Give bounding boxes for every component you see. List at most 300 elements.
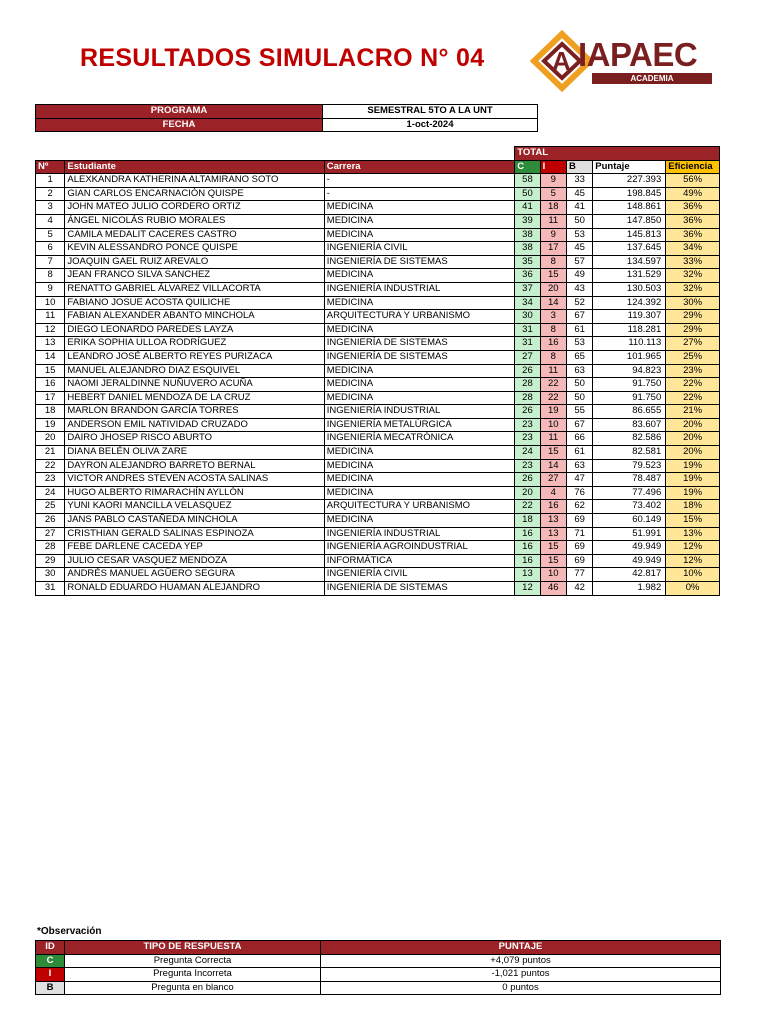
row-career: MEDICINA bbox=[324, 459, 515, 473]
row-number: 28 bbox=[36, 541, 65, 555]
table-row bbox=[36, 418, 720, 432]
row-score: 73.402 bbox=[593, 500, 666, 514]
row-incorrect: 8 bbox=[540, 350, 566, 364]
row-number: 22 bbox=[36, 459, 65, 473]
row-number: 4 bbox=[36, 214, 65, 228]
row-career: MEDICINA bbox=[324, 228, 515, 242]
row-incorrect: 3 bbox=[540, 310, 566, 324]
row-correct: 38 bbox=[515, 242, 540, 256]
row-efficiency: 29% bbox=[666, 323, 720, 337]
row-score: 131.529 bbox=[593, 269, 666, 283]
row-correct: 16 bbox=[515, 541, 540, 555]
row-incorrect: 17 bbox=[540, 242, 566, 256]
row-career: MEDICINA bbox=[324, 201, 515, 215]
row-blank: 33 bbox=[566, 174, 592, 188]
row-career: INGENIERÍA CIVIL bbox=[324, 568, 515, 582]
row-correct: 23 bbox=[515, 459, 540, 473]
row-career: INGENIERÍA MECATRÓNICA bbox=[324, 432, 515, 446]
row-student: YUNI KAORI MANCILLA VELASQUEZ bbox=[65, 500, 324, 514]
legend-col-points: PUNTAJE bbox=[321, 941, 721, 955]
row-student: CAMILA MEDALIT CACERES CASTRO bbox=[65, 228, 324, 242]
row-efficiency: 29% bbox=[666, 310, 720, 324]
row-student: ANDRÉS MANUEL AGÜERO SEGURA bbox=[65, 568, 324, 582]
row-student: KEVIN ALESSANDRO PONCE QUISPE bbox=[65, 242, 324, 256]
legend-type: Pregunta Incorreta bbox=[65, 968, 321, 982]
row-efficiency: 36% bbox=[666, 228, 720, 242]
row-incorrect: 13 bbox=[540, 514, 566, 528]
row-blank: 62 bbox=[566, 500, 592, 514]
row-blank: 66 bbox=[566, 432, 592, 446]
table-row bbox=[36, 405, 720, 419]
row-incorrect: 8 bbox=[540, 255, 566, 269]
row-efficiency: 25% bbox=[666, 350, 720, 364]
row-correct: 28 bbox=[515, 391, 540, 405]
table-row bbox=[36, 214, 720, 228]
col-efficiency: Eficiencia bbox=[666, 160, 720, 174]
row-career: MEDICINA bbox=[324, 514, 515, 528]
col-score: Puntaje bbox=[593, 160, 666, 174]
col-blank: B bbox=[566, 160, 592, 174]
row-number: 24 bbox=[36, 486, 65, 500]
row-correct: 37 bbox=[515, 282, 540, 296]
row-incorrect: 20 bbox=[540, 282, 566, 296]
table-row bbox=[36, 201, 720, 215]
row-career: INGENIERÍA AGROINDUSTRIAL bbox=[324, 541, 515, 555]
table-row bbox=[36, 473, 720, 487]
row-student: LEANDRO JOSÉ ALBERTO REYES PURIZACA bbox=[65, 350, 324, 364]
info-table bbox=[35, 104, 538, 132]
row-efficiency: 10% bbox=[666, 568, 720, 582]
table-row bbox=[36, 228, 720, 242]
row-number: 10 bbox=[36, 296, 65, 310]
row-correct: 26 bbox=[515, 473, 540, 487]
table-row bbox=[36, 554, 720, 568]
row-career: ARQUITECTURA Y URBANISMO bbox=[324, 310, 515, 324]
table-row bbox=[36, 323, 720, 337]
row-incorrect: 19 bbox=[540, 405, 566, 419]
row-incorrect: 14 bbox=[540, 296, 566, 310]
row-incorrect: 13 bbox=[540, 527, 566, 541]
row-number: 29 bbox=[36, 554, 65, 568]
row-career: MEDICINA bbox=[324, 486, 515, 500]
row-blank: 67 bbox=[566, 310, 592, 324]
row-career: INGENIERÍA DE SISTEMAS bbox=[324, 350, 515, 364]
legend-type: Pregunta en blanco bbox=[65, 981, 321, 995]
row-blank: 76 bbox=[566, 486, 592, 500]
row-number: 21 bbox=[36, 446, 65, 460]
legend-id: B bbox=[36, 981, 65, 995]
row-blank: 53 bbox=[566, 228, 592, 242]
row-correct: 41 bbox=[515, 201, 540, 215]
row-score: 86.655 bbox=[593, 405, 666, 419]
row-student: FABIANO JOSUE ACOSTA QUILICHE bbox=[65, 296, 324, 310]
row-correct: 31 bbox=[515, 337, 540, 351]
row-number: 2 bbox=[36, 187, 65, 201]
row-student: ÁNGEL NICOLÁS RUBIO MORALES bbox=[65, 214, 324, 228]
row-student: CRISTHIAN GERALD SALINAS ESPINOZA bbox=[65, 527, 324, 541]
row-score: 148.861 bbox=[593, 201, 666, 215]
row-efficiency: 20% bbox=[666, 418, 720, 432]
row-number: 5 bbox=[36, 228, 65, 242]
row-score: 145.813 bbox=[593, 228, 666, 242]
row-score: 82.586 bbox=[593, 432, 666, 446]
row-number: 9 bbox=[36, 282, 65, 296]
row-blank: 47 bbox=[566, 473, 592, 487]
iapaec-logo bbox=[530, 30, 720, 92]
row-score: 101.965 bbox=[593, 350, 666, 364]
row-efficiency: 36% bbox=[666, 214, 720, 228]
row-career: MEDICINA bbox=[324, 214, 515, 228]
row-career: INGENIERÍA INDUSTRIAL bbox=[324, 282, 515, 296]
row-career: MEDICINA bbox=[324, 446, 515, 460]
row-career: MEDICINA bbox=[324, 391, 515, 405]
table-row bbox=[36, 350, 720, 364]
row-student: GIAN CARLOS ENCARNACIÓN QUISPE bbox=[65, 187, 324, 201]
row-efficiency: 20% bbox=[666, 446, 720, 460]
row-correct: 34 bbox=[515, 296, 540, 310]
row-correct: 20 bbox=[515, 486, 540, 500]
table-row bbox=[36, 378, 720, 392]
svg-text:A: A bbox=[552, 46, 571, 76]
row-efficiency: 20% bbox=[666, 432, 720, 446]
row-incorrect: 11 bbox=[540, 364, 566, 378]
row-efficiency: 19% bbox=[666, 473, 720, 487]
legend-points: +4,079 puntos bbox=[321, 954, 721, 968]
row-career: MEDICINA bbox=[324, 364, 515, 378]
table-row bbox=[36, 255, 720, 269]
row-blank: 49 bbox=[566, 269, 592, 283]
row-efficiency: 32% bbox=[666, 282, 720, 296]
legend-id: I bbox=[36, 968, 65, 982]
row-student: ANDERSON EMIL NATIVIDAD CRUZADO bbox=[65, 418, 324, 432]
row-score: 51.991 bbox=[593, 527, 666, 541]
row-incorrect: 18 bbox=[540, 201, 566, 215]
row-career: MEDICINA bbox=[324, 296, 515, 310]
legend-rows bbox=[36, 954, 721, 995]
row-score: 82.581 bbox=[593, 446, 666, 460]
row-student: DAIRO JHOSEP RISCO ABURTO bbox=[65, 432, 324, 446]
row-efficiency: 12% bbox=[666, 541, 720, 555]
row-career: INGENIERÍA DE SISTEMAS bbox=[324, 255, 515, 269]
row-score: 83.607 bbox=[593, 418, 666, 432]
row-score: 42.817 bbox=[593, 568, 666, 582]
row-number: 27 bbox=[36, 527, 65, 541]
table-row bbox=[36, 282, 720, 296]
row-blank: 63 bbox=[566, 364, 592, 378]
row-correct: 18 bbox=[515, 514, 540, 528]
row-student: JOHN MATEO JULIO CORDERO ORTIZ bbox=[65, 201, 324, 215]
table-row bbox=[36, 174, 720, 188]
col-student: Estudiante bbox=[65, 160, 324, 174]
row-correct: 22 bbox=[515, 500, 540, 514]
table-row bbox=[36, 432, 720, 446]
row-efficiency: 36% bbox=[666, 201, 720, 215]
table-row bbox=[36, 364, 720, 378]
row-efficiency: 19% bbox=[666, 486, 720, 500]
row-blank: 67 bbox=[566, 418, 592, 432]
row-career: MEDICINA bbox=[324, 323, 515, 337]
table-row bbox=[36, 446, 720, 460]
row-number: 19 bbox=[36, 418, 65, 432]
table-row bbox=[36, 391, 720, 405]
row-number: 30 bbox=[36, 568, 65, 582]
row-number: 11 bbox=[36, 310, 65, 324]
row-blank: 45 bbox=[566, 242, 592, 256]
row-correct: 28 bbox=[515, 378, 540, 392]
row-blank: 71 bbox=[566, 527, 592, 541]
col-incorrect: I bbox=[540, 160, 566, 174]
row-efficiency: 32% bbox=[666, 269, 720, 283]
row-incorrect: 11 bbox=[540, 432, 566, 446]
row-career: INFORMÁTICA bbox=[324, 554, 515, 568]
fecha-label: FECHA bbox=[36, 118, 323, 132]
row-score: 79.523 bbox=[593, 459, 666, 473]
row-efficiency: 15% bbox=[666, 514, 720, 528]
row-blank: 61 bbox=[566, 323, 592, 337]
row-student: VICTOR ANDRES STEVEN ACOSTA SALINAS bbox=[65, 473, 324, 487]
row-incorrect: 15 bbox=[540, 554, 566, 568]
row-number: 25 bbox=[36, 500, 65, 514]
row-student: ALEXKANDRA KATHERINA ALTAMIRANO SOTO bbox=[65, 174, 324, 188]
row-efficiency: 30% bbox=[666, 296, 720, 310]
legend-table bbox=[35, 940, 721, 995]
legend-row bbox=[36, 954, 721, 968]
table-row bbox=[36, 269, 720, 283]
page-title: RESULTADOS SIMULACRO N° 04 bbox=[80, 44, 485, 72]
row-student: NAOMI JERALDINNE NUÑUVERO ACUÑA bbox=[65, 378, 324, 392]
row-number: 14 bbox=[36, 350, 65, 364]
row-incorrect: 16 bbox=[540, 337, 566, 351]
row-correct: 31 bbox=[515, 323, 540, 337]
legend-row bbox=[36, 968, 721, 982]
results-table bbox=[35, 146, 720, 596]
row-number: 20 bbox=[36, 432, 65, 446]
row-student: JANS PABLO CASTAÑEDA MINCHOLA bbox=[65, 514, 324, 528]
row-blank: 50 bbox=[566, 214, 592, 228]
row-blank: 57 bbox=[566, 255, 592, 269]
row-blank: 69 bbox=[566, 514, 592, 528]
table-row bbox=[36, 337, 720, 351]
row-career: INGENIERÍA DE SISTEMAS bbox=[324, 337, 515, 351]
row-student: DIANA BELÉN OLIVA ZARE bbox=[65, 446, 324, 460]
row-efficiency: 12% bbox=[666, 554, 720, 568]
row-incorrect: 15 bbox=[540, 269, 566, 283]
row-incorrect: 11 bbox=[540, 214, 566, 228]
row-number: 26 bbox=[36, 514, 65, 528]
row-number: 1 bbox=[36, 174, 65, 188]
row-correct: 36 bbox=[515, 269, 540, 283]
row-incorrect: 10 bbox=[540, 418, 566, 432]
row-score: 119.307 bbox=[593, 310, 666, 324]
table-row bbox=[36, 500, 720, 514]
row-blank: 52 bbox=[566, 296, 592, 310]
row-efficiency: 23% bbox=[666, 364, 720, 378]
row-number: 3 bbox=[36, 201, 65, 215]
row-efficiency: 49% bbox=[666, 187, 720, 201]
row-career: - bbox=[324, 187, 515, 201]
logo-wordmark: IAPAEC bbox=[578, 36, 698, 73]
row-score: 147.850 bbox=[593, 214, 666, 228]
row-correct: 24 bbox=[515, 446, 540, 460]
row-efficiency: 56% bbox=[666, 174, 720, 188]
row-score: 49.949 bbox=[593, 541, 666, 555]
col-correct: C bbox=[515, 160, 540, 174]
col-num: Nº bbox=[36, 160, 65, 174]
row-career: INGENIERÍA INDUSTRIAL bbox=[324, 405, 515, 419]
table-row bbox=[36, 459, 720, 473]
row-career: - bbox=[324, 174, 515, 188]
legend-id: C bbox=[36, 954, 65, 968]
table-row bbox=[36, 296, 720, 310]
row-correct: 26 bbox=[515, 364, 540, 378]
row-score: 1.982 bbox=[593, 582, 666, 596]
row-score: 94.823 bbox=[593, 364, 666, 378]
table-row bbox=[36, 527, 720, 541]
row-score: 91.750 bbox=[593, 391, 666, 405]
fecha-value: 1-oct-2024 bbox=[323, 118, 538, 132]
row-blank: 41 bbox=[566, 201, 592, 215]
row-number: 16 bbox=[36, 378, 65, 392]
programa-label: PROGRAMA bbox=[36, 105, 323, 119]
row-number: 6 bbox=[36, 242, 65, 256]
row-correct: 50 bbox=[515, 187, 540, 201]
row-blank: 55 bbox=[566, 405, 592, 419]
row-efficiency: 21% bbox=[666, 405, 720, 419]
row-correct: 58 bbox=[515, 174, 540, 188]
row-blank: 42 bbox=[566, 582, 592, 596]
row-score: 137.645 bbox=[593, 242, 666, 256]
row-blank: 45 bbox=[566, 187, 592, 201]
table-row bbox=[36, 187, 720, 201]
row-student: MARLON BRANDON GARCÍA TORRES bbox=[65, 405, 324, 419]
legend-points: -1,021 puntos bbox=[321, 968, 721, 982]
row-blank: 50 bbox=[566, 378, 592, 392]
row-efficiency: 13% bbox=[666, 527, 720, 541]
row-blank: 69 bbox=[566, 554, 592, 568]
row-efficiency: 27% bbox=[666, 337, 720, 351]
row-career: INGENIERÍA DE SISTEMAS bbox=[324, 582, 515, 596]
row-correct: 23 bbox=[515, 418, 540, 432]
row-incorrect: 27 bbox=[540, 473, 566, 487]
row-number: 7 bbox=[36, 255, 65, 269]
row-score: 110.113 bbox=[593, 337, 666, 351]
row-efficiency: 22% bbox=[666, 391, 720, 405]
row-blank: 65 bbox=[566, 350, 592, 364]
row-correct: 16 bbox=[515, 527, 540, 541]
row-correct: 35 bbox=[515, 255, 540, 269]
row-correct: 23 bbox=[515, 432, 540, 446]
row-number: 12 bbox=[36, 323, 65, 337]
row-efficiency: 34% bbox=[666, 242, 720, 256]
row-blank: 53 bbox=[566, 337, 592, 351]
legend-points: 0 puntos bbox=[321, 981, 721, 995]
row-career: MEDICINA bbox=[324, 269, 515, 283]
row-number: 31 bbox=[36, 582, 65, 596]
row-correct: 39 bbox=[515, 214, 540, 228]
row-blank: 69 bbox=[566, 541, 592, 555]
row-student: RENATTO GABRIEL ÁLVAREZ VILLACORTA bbox=[65, 282, 324, 296]
row-blank: 43 bbox=[566, 282, 592, 296]
row-student: HEBERT DANIEL MENDOZA DE LA CRUZ bbox=[65, 391, 324, 405]
row-incorrect: 16 bbox=[540, 500, 566, 514]
row-correct: 12 bbox=[515, 582, 540, 596]
row-incorrect: 4 bbox=[540, 486, 566, 500]
row-efficiency: 0% bbox=[666, 582, 720, 596]
row-student: DAYRON ALEJANDRO BARRETO BERNAL bbox=[65, 459, 324, 473]
row-incorrect: 22 bbox=[540, 378, 566, 392]
row-student: JEAN FRANCO SILVA SANCHEZ bbox=[65, 269, 324, 283]
row-correct: 27 bbox=[515, 350, 540, 364]
row-number: 18 bbox=[36, 405, 65, 419]
row-blank: 61 bbox=[566, 446, 592, 460]
row-student: JULIO CESAR VASQUEZ MENDOZA bbox=[65, 554, 324, 568]
row-student: FABIAN ALEXANDER ABANTO MINCHOLA bbox=[65, 310, 324, 324]
row-number: 23 bbox=[36, 473, 65, 487]
row-incorrect: 9 bbox=[540, 174, 566, 188]
row-correct: 16 bbox=[515, 554, 540, 568]
row-student: DIEGO LEONARDO PAREDES LAYZA bbox=[65, 323, 324, 337]
row-blank: 50 bbox=[566, 391, 592, 405]
legend-row bbox=[36, 981, 721, 995]
logo-subtitle: ACADEMIA PREUNIVERSITARIA bbox=[592, 73, 712, 84]
row-score: 118.281 bbox=[593, 323, 666, 337]
row-student: ERIKA SOPHIA ULLOA RODRÍGUEZ bbox=[65, 337, 324, 351]
results-rows bbox=[36, 174, 720, 595]
table-row bbox=[36, 310, 720, 324]
row-blank: 63 bbox=[566, 459, 592, 473]
programa-value: SEMESTRAL 5TO A LA UNT bbox=[323, 105, 538, 119]
row-number: 17 bbox=[36, 391, 65, 405]
row-score: 124.392 bbox=[593, 296, 666, 310]
row-efficiency: 22% bbox=[666, 378, 720, 392]
row-incorrect: 10 bbox=[540, 568, 566, 582]
col-career: Carrera bbox=[324, 160, 515, 174]
row-student: FEBE DARLENE CACEDA YEP bbox=[65, 541, 324, 555]
row-career: MEDICINA bbox=[324, 378, 515, 392]
row-incorrect: 22 bbox=[540, 391, 566, 405]
table-row bbox=[36, 568, 720, 582]
row-score: 60.149 bbox=[593, 514, 666, 528]
row-incorrect: 9 bbox=[540, 228, 566, 242]
row-blank: 77 bbox=[566, 568, 592, 582]
row-incorrect: 14 bbox=[540, 459, 566, 473]
row-career: INGENIERÍA METALÚRGICA bbox=[324, 418, 515, 432]
row-number: 8 bbox=[36, 269, 65, 283]
row-correct: 30 bbox=[515, 310, 540, 324]
table-row bbox=[36, 242, 720, 256]
row-efficiency: 33% bbox=[666, 255, 720, 269]
row-incorrect: 15 bbox=[540, 446, 566, 460]
row-correct: 26 bbox=[515, 405, 540, 419]
row-career: MEDICINA bbox=[324, 473, 515, 487]
table-row bbox=[36, 486, 720, 500]
row-incorrect: 8 bbox=[540, 323, 566, 337]
row-score: 130.503 bbox=[593, 282, 666, 296]
row-career: INGENIERÍA CIVIL bbox=[324, 242, 515, 256]
row-number: 15 bbox=[36, 364, 65, 378]
observation-title: *Observación bbox=[37, 926, 102, 937]
row-efficiency: 19% bbox=[666, 459, 720, 473]
table-row bbox=[36, 541, 720, 555]
legend-type: Pregunta Correcta bbox=[65, 954, 321, 968]
legend-col-type: TIPO DE RESPUESTA bbox=[65, 941, 321, 955]
row-career: INGENIERÍA INDUSTRIAL bbox=[324, 527, 515, 541]
table-row bbox=[36, 514, 720, 528]
row-student: HUGO ALBERTO RIMARACHÍN AYLLÓN bbox=[65, 486, 324, 500]
legend-col-id: ID bbox=[36, 941, 65, 955]
row-student: JOAQUIN GAEL RUIZ AREVALO bbox=[65, 255, 324, 269]
row-score: 134.597 bbox=[593, 255, 666, 269]
